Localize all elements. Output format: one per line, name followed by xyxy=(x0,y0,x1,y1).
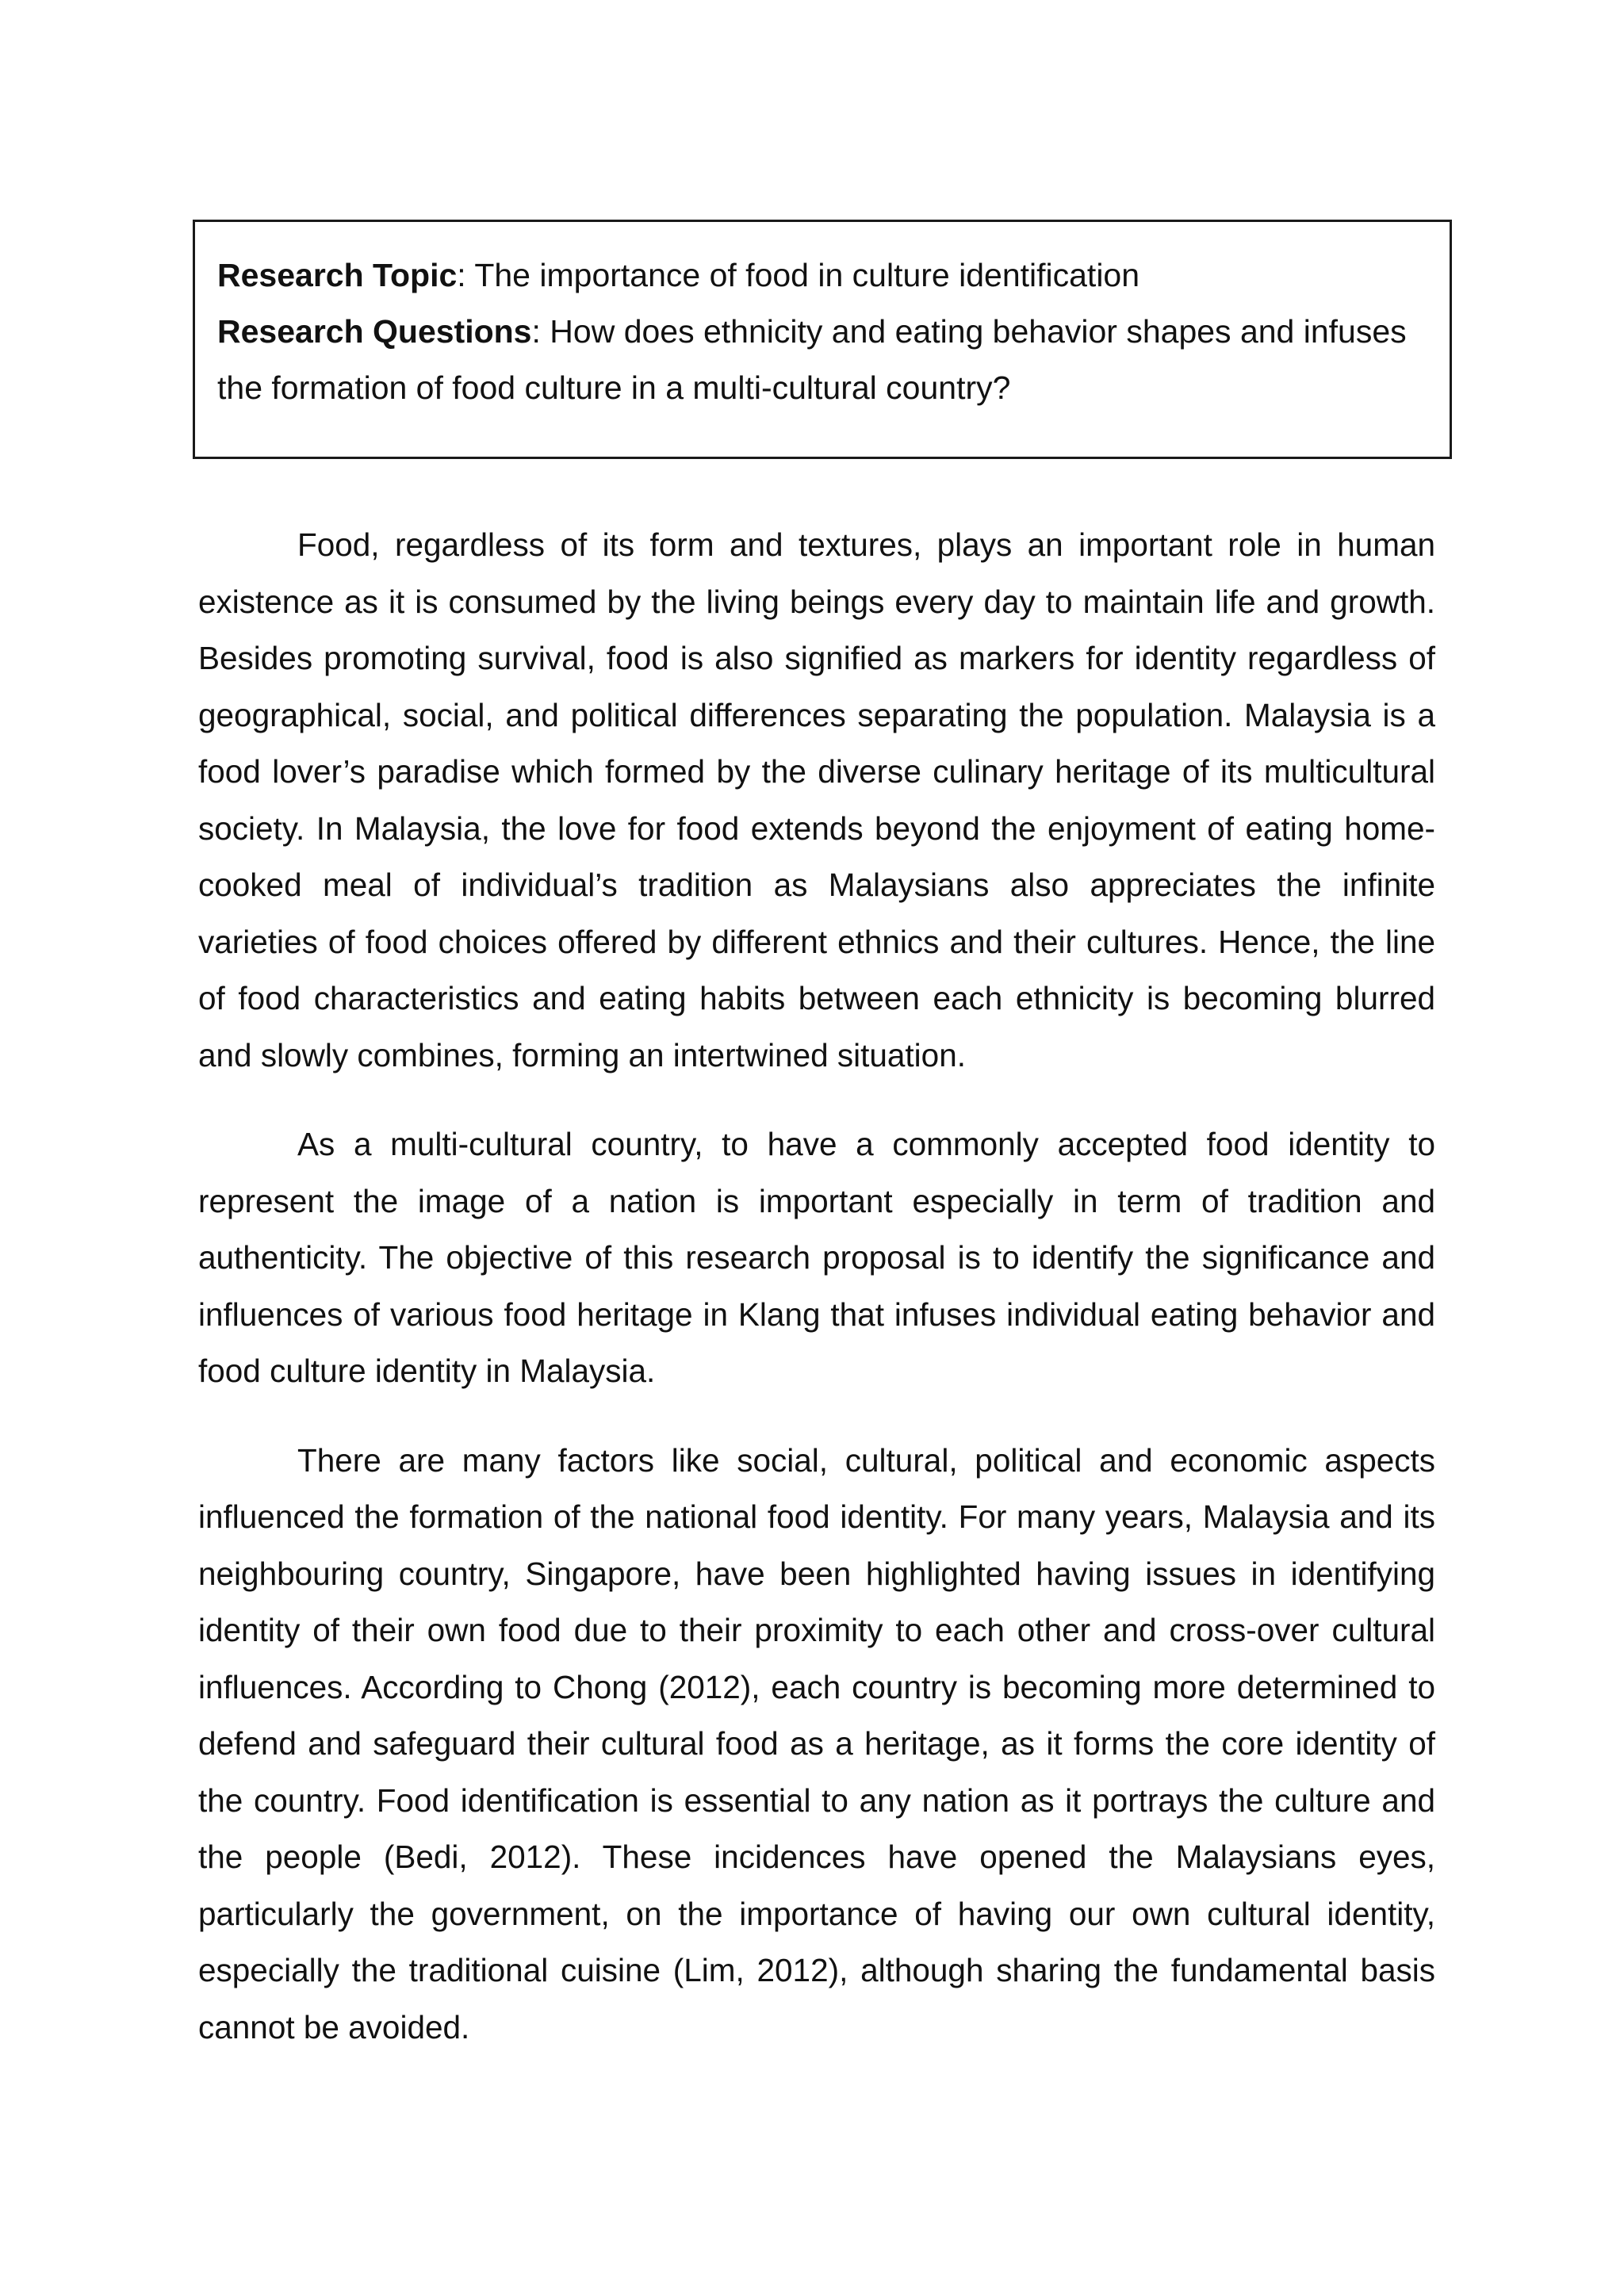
paragraph-3: There are many factors like social, cultural, political and economic aspects influenced the formation of the national food identity. For many years, Malaysia and its neighbouring country, Singapore, have been highlighted having issues in identifying identity of their own food due to their proximity to each other and cross-over cultural influences. According to Chong (2012), each country is becoming more determined to defend and safeguard their cultural food as a heritage, as it forms the core identity of the country. Food identification is essential to any nation as it portrays the culture and the people (Bedi, 2012). These incidences have opened the Malaysians eyes, particularly the government, on the importance of having our own cultural identity, especially the traditional cuisine (Lim, 2012), although sharing the fundamental basis cannot be avoided. xyxy=(198,1441,1435,2045)
research-topic-line xyxy=(217,247,1427,304)
research-box xyxy=(193,220,1452,459)
paragraph-2: As a multi-cultural country, to have a commonly accepted food identity to represent the image of a nation is important especially in term of tradition and authenticity. The objective of this research proposal is to identify the significance and influences of various food heritage in Klang that infuses individual eating behavior and food culture identity in Malaysia. xyxy=(198,1126,1435,1389)
research-questions-text: : How does ethnicity and eating behavior shapes and infuses the formation of food culture in a multi-cultural country? xyxy=(217,313,1407,406)
research-topic-text: : The importance of food in culture identification xyxy=(457,257,1140,293)
paragraph-1: Food, regardless of its form and textures, plays an important role in human existence as it is consumed by the living beings every day to maintain life and growth. Besides promoting survival, food is also signified as markers for identity regardless of geographical, social, and political differences separating the population. Malaysia is a food lover’s paradise which formed by the diverse culinary heritage of its multicultural society. In Malaysia, the love for food extends beyond the enjoyment of eating home-cooked meal of individual’s tradition as Malaysians also appreciates the infinite varieties of food choices offered by different ethnics and their cultures. Hence, the line of food characteristics and eating habits between each ethnicity is becoming blurred and slowly combines, forming an intertwined situation. xyxy=(198,526,1435,1073)
research-questions-line xyxy=(217,304,1427,416)
research-topic-label: Research Topic xyxy=(217,257,458,293)
body-text xyxy=(198,517,1435,2088)
research-questions-label: Research Questions xyxy=(217,313,532,350)
